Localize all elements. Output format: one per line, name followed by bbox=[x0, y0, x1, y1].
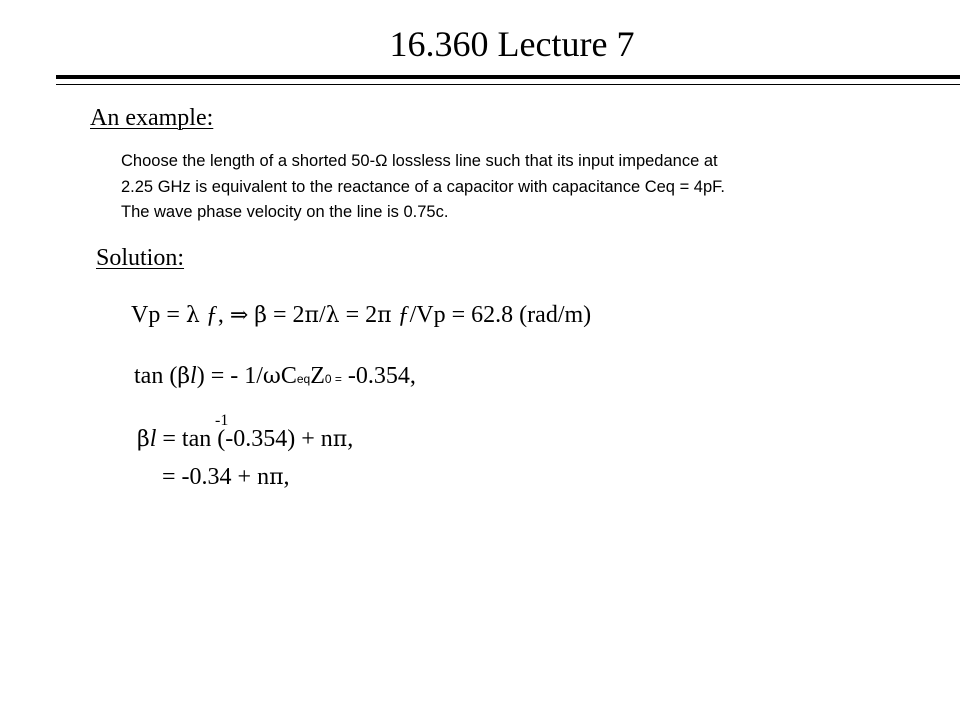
lambda-symbol-2: λ bbox=[325, 303, 340, 328]
equation-tangent bbox=[134, 361, 416, 394]
title-divider-thin bbox=[56, 84, 960, 85]
beta-symbol-4: β bbox=[137, 427, 150, 452]
eq1-slash: / bbox=[319, 302, 326, 328]
problem-line-2: 2.25 GHz is equivalent to the reactance of a capacitor with capacitance Ceq = 4pF. bbox=[121, 177, 725, 196]
pi-symbol-4: π bbox=[269, 465, 284, 490]
eq2-value: -0.354, bbox=[341, 363, 416, 389]
eq2-mid: ) = - 1/ bbox=[196, 363, 263, 389]
equation-beta-l bbox=[137, 424, 353, 455]
eq1-tail: /Vp = 62.8 (rad/m) bbox=[409, 302, 592, 328]
lambda-symbol: λ bbox=[185, 303, 200, 328]
example-heading: An example: bbox=[90, 105, 214, 131]
slide-title: 16.360 Lecture 7 bbox=[389, 24, 635, 64]
frequency-symbol-2: ƒ bbox=[397, 302, 410, 328]
equation-phase-constant bbox=[131, 300, 591, 331]
beta-symbol-3: β bbox=[177, 364, 191, 389]
eq2-z: Z bbox=[310, 363, 325, 389]
frequency-symbol: ƒ bbox=[205, 302, 218, 328]
problem-line-1: Choose the length of a shorted 50-Ω lossless line such that its input impedance at bbox=[121, 152, 718, 170]
eq4-rest: = -0.34 + n bbox=[162, 464, 270, 490]
eq4-end: , bbox=[283, 464, 290, 490]
eq-subscript: eq bbox=[296, 372, 311, 386]
problem-statement bbox=[121, 149, 841, 226]
eq3-end: , bbox=[347, 426, 354, 452]
omega-symbol: ω bbox=[262, 364, 281, 389]
pi-symbol-2: π bbox=[377, 303, 392, 328]
pi-symbol-3: π bbox=[332, 427, 348, 452]
equation-beta-l-result bbox=[162, 462, 290, 493]
inverse-superscript: -1 bbox=[215, 412, 229, 429]
eq1-comma: , bbox=[217, 302, 224, 328]
pi-symbol: π bbox=[304, 303, 319, 328]
problem-line-3: The wave phase velocity on the line is 0.75c. bbox=[121, 203, 449, 221]
beta-symbol: β bbox=[254, 303, 267, 328]
eq3-rest: = tan (-0.354) + n bbox=[156, 426, 333, 452]
zero-subscript: 0 = bbox=[324, 372, 342, 386]
length-symbol-2: l bbox=[149, 426, 157, 452]
eq1-vp: Vp = bbox=[131, 302, 186, 328]
implies-symbol: ⇒ bbox=[229, 303, 249, 328]
eq2-tan-open: tan ( bbox=[134, 363, 178, 389]
eq2-c: C bbox=[280, 363, 297, 389]
eq1-part3: = 2 bbox=[339, 302, 378, 328]
eq1-part2: = 2 bbox=[266, 302, 305, 328]
title-divider-thick bbox=[56, 75, 960, 79]
solution-heading: Solution: bbox=[96, 245, 185, 271]
length-symbol: l bbox=[190, 363, 197, 389]
